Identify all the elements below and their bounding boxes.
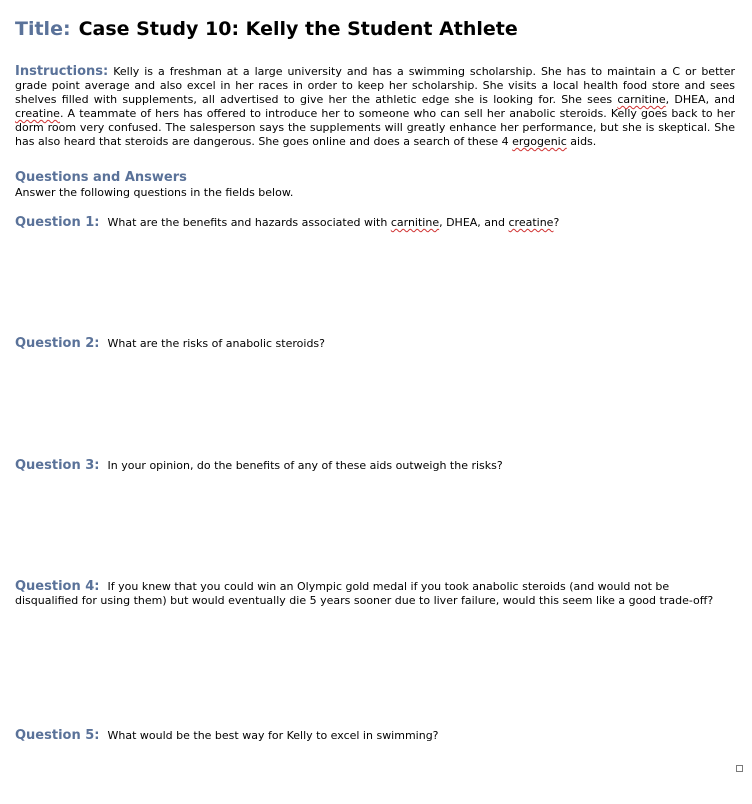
misspelled-word[interactable]: creatine	[15, 107, 60, 120]
instructions-text: , DHEA, and	[665, 93, 735, 106]
question-1	[15, 216, 730, 230]
misspelled-word[interactable]: ergogenic	[512, 135, 567, 148]
qa-heading: Questions and Answers	[15, 170, 187, 185]
instructions-text: Kelly is a freshman at a large university and has a swimming scholarship. She has to maintain a C or better grade point average and also excel in her races in order to keep her scholarship. She visits a local health food store and sees shelves filled with supplements, all advertised to give her the athletic edge she is looking for. She sees	[15, 65, 735, 106]
question-5	[15, 729, 730, 743]
question-text: If you knew that you could win an Olympic gold medal if you took anabolic steroids (and would not be disqualified for using them) but would eventually die 5 years sooner due to liver failure, would this seem like a good trade-off?	[15, 580, 714, 607]
title-row	[15, 18, 518, 40]
answer-field-1[interactable]	[15, 240, 734, 334]
question-label: Question 5:	[15, 728, 100, 743]
instructions-text: . A teammate of hers has offered to introduce her to someone who can sell her anabolic steroids. Kelly goes back to her dorm room very confused. The salesperson says the supplements will greatly enhance her performance, but she is skeptical. She has also heard that steroids are dangerous. She goes online and does a search of these 4	[15, 107, 735, 148]
misspelled-word[interactable]: carnitine	[390, 216, 440, 229]
question-label: Question 4:	[15, 579, 100, 594]
answer-field-5[interactable]	[15, 752, 734, 796]
question-2	[15, 337, 730, 351]
title-label: Title:	[15, 18, 71, 40]
instructions-paragraph	[15, 65, 735, 149]
question-text: In your opinion, do the benefits of any of these aids outweigh the risks?	[107, 459, 503, 472]
question-4	[15, 580, 730, 608]
question-text: What would be the best way for Kelly to excel in swimming?	[107, 729, 439, 742]
misspelled-word[interactable]: carnitine	[617, 93, 666, 106]
instructions-label: Instructions:	[15, 64, 109, 79]
question-text: ?	[553, 216, 560, 229]
answer-field-4[interactable]	[15, 632, 734, 726]
misspelled-word[interactable]: creatine	[508, 216, 554, 229]
page-title: Case Study 10: Kelly the Student Athlete	[78, 18, 518, 40]
question-text: What are the risks of anabolic steroids?	[107, 337, 325, 350]
answer-field-2[interactable]	[15, 361, 734, 455]
question-label: Question 3:	[15, 458, 100, 473]
question-text: , DHEA, and	[439, 216, 509, 229]
instructions-text: aids.	[566, 135, 597, 148]
question-3	[15, 459, 730, 473]
answer-field-3[interactable]	[15, 483, 734, 577]
qa-subtext: Answer the following questions in the fields below.	[15, 186, 294, 199]
question-text: What are the benefits and hazards associated with	[107, 216, 391, 229]
resize-handle[interactable]	[736, 765, 743, 772]
question-label: Question 1:	[15, 215, 100, 230]
question-label: Question 2:	[15, 336, 100, 351]
